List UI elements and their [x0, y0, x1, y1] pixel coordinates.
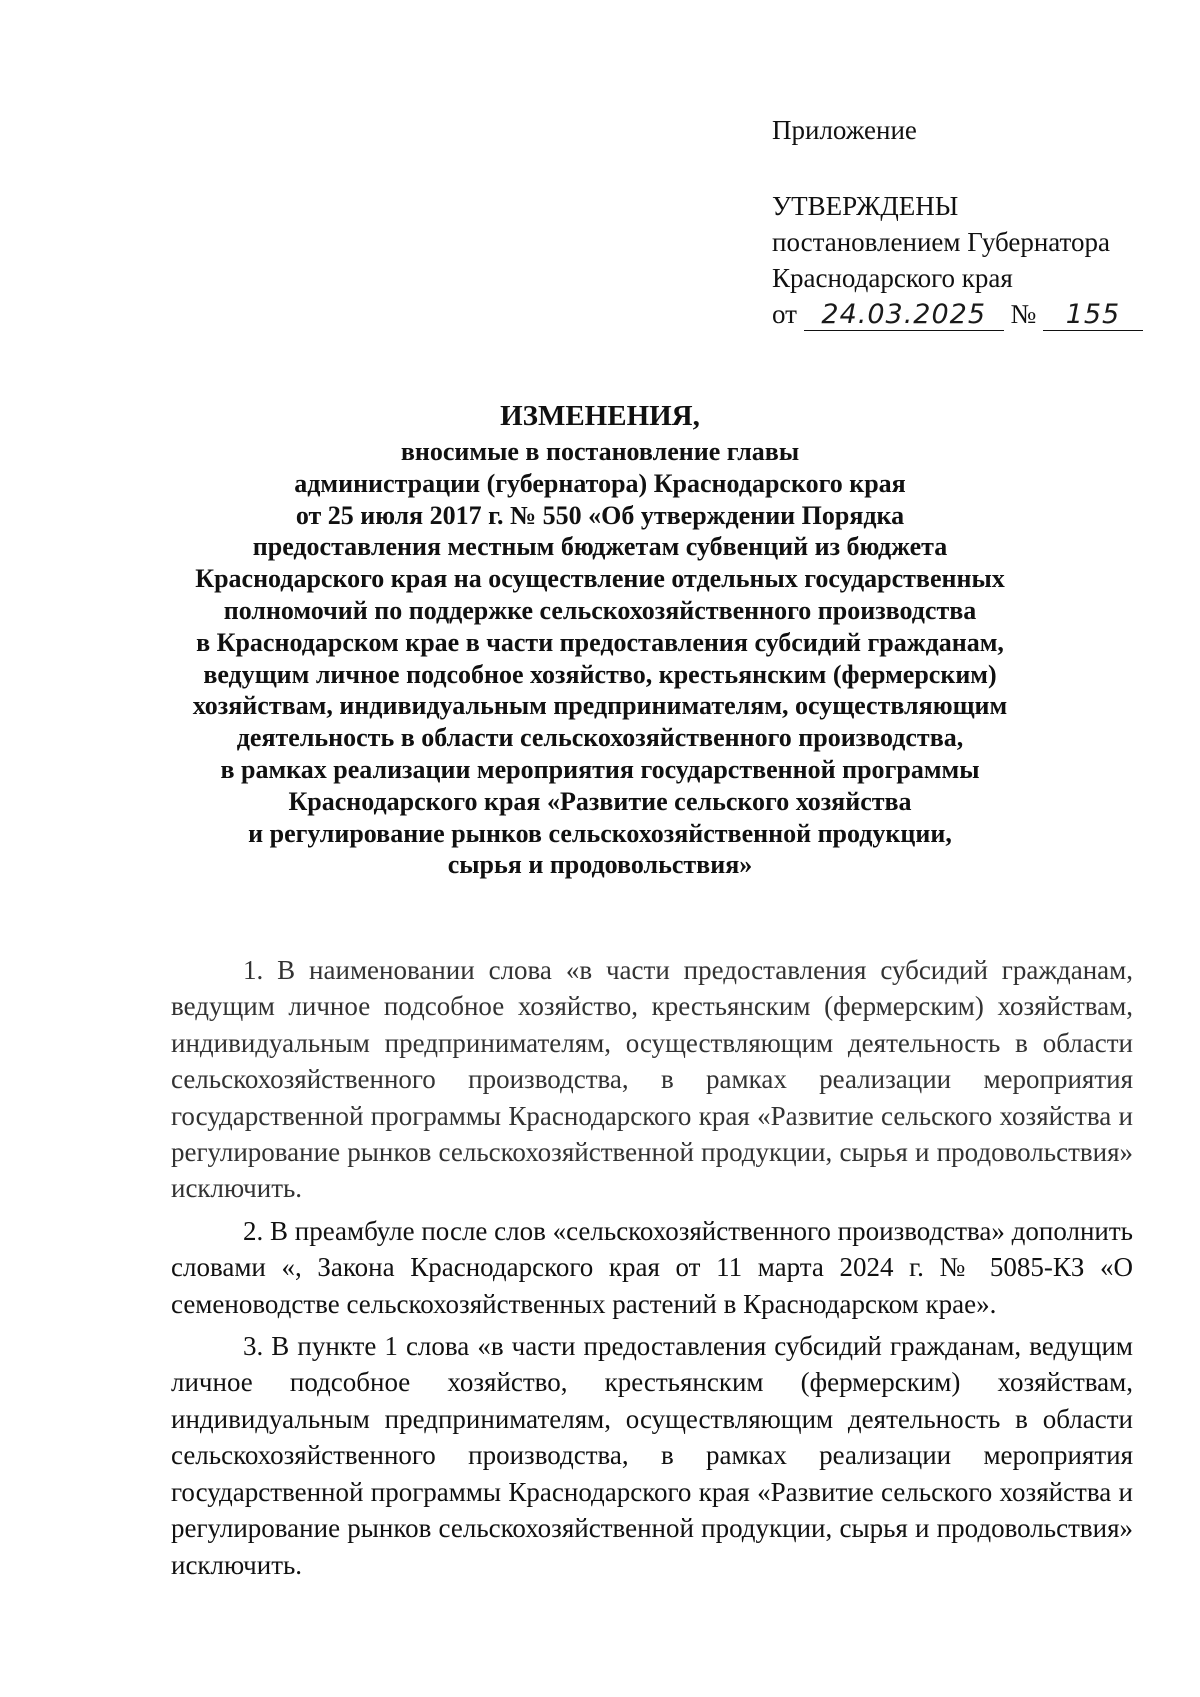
document-title: [150, 396, 1050, 881]
title-line: Краснодарского края на осуществление отдельных государственных: [195, 564, 1005, 594]
title-line: хозяйствам, индивидуальным предпринимателям, осуществляющим: [192, 691, 1008, 721]
title-line: и регулирование рынков сельскохозяйственной продукции,: [248, 818, 952, 848]
approval-line-1: постановлением Губернатора: [772, 227, 1110, 257]
handwritten-date: 24.03.2025: [804, 300, 1004, 331]
paragraph-2: 2. В преамбуле после слов «сельскохозяйственного производства» дополнить словами «, Закона Краснодарского края от 11 марта 2024 г. № 5085-КЗ «О семеноводстве сельскохозяйственных растений в Краснодарском крае».: [171, 1215, 1133, 1319]
title-heading: ИЗМЕНЕНИЯ,: [500, 400, 700, 432]
appendix-label: Приложение: [772, 115, 917, 145]
title-line: полномочий по поддержке сельскохозяйственного производства: [223, 595, 977, 625]
title-line: от 25 июля 2017 г. № 550 «Об утверждении Порядка: [295, 500, 905, 530]
title-line: предоставления местным бюджетам субвенций из бюджета: [252, 532, 948, 562]
date-prefix: от: [772, 299, 797, 329]
title-line: деятельность в области сельскохозяйственного производства,: [236, 723, 964, 753]
paragraph-3: 3. В пункте 1 слова «в части предоставления субсидий гражданам, ведущим личное подсобное хозяйство, крестьянским (фермерским) хозяйствам, индивидуальным предпринимателям, осуществляющим деятельность в области сельскохозяйственного производства, в рамках реализации мероприятия государственной программы Краснодарского края «Развитие сельского хозяйства и регулирование рынков сельскохозяйственной продукции, сырья и продовольствия» исключить.: [171, 1331, 1133, 1580]
approval-line-2: Краснодарского края: [772, 263, 1013, 293]
approval-block: [772, 112, 1143, 332]
title-line: в Краснодарском крае в части предоставления субсидий гражданам,: [196, 627, 1004, 657]
title-line: сырья и продовольствия»: [447, 850, 753, 880]
title-line: Краснодарского края «Развитие сельского хозяйства: [288, 786, 912, 816]
date-number-line: [772, 296, 1143, 332]
title-line: ведущим личное подсобное хозяйство, крестьянским (фермерским): [203, 659, 997, 689]
number-sign: №: [1010, 299, 1037, 329]
approved-label: УТВЕРЖДЕНЫ: [772, 191, 959, 221]
title-line: администрации (губернатора) Краснодарского края: [294, 468, 906, 498]
paragraph-1: 1. В наименовании слова «в части предоставления субсидий гражданам, ведущим личное подсобное хозяйство, крестьянским (фермерским) хозяйствам, индивидуальным предпринимателям, осуществляющим деятельность в области сельскохозяйственного производства, в рамках реализации мероприятия государственной программы Краснодарского края «Развитие сельского хозяйства и регулирование рынков сельскохозяйственной продукции, сырья и продовольствия» исключить.: [171, 955, 1133, 1204]
title-line: вносимые в постановление главы: [400, 437, 800, 466]
document-body: [171, 952, 1133, 1589]
title-line: в рамках реализации мероприятия государственной программы: [220, 754, 980, 784]
handwritten-number: 155: [1043, 300, 1143, 331]
